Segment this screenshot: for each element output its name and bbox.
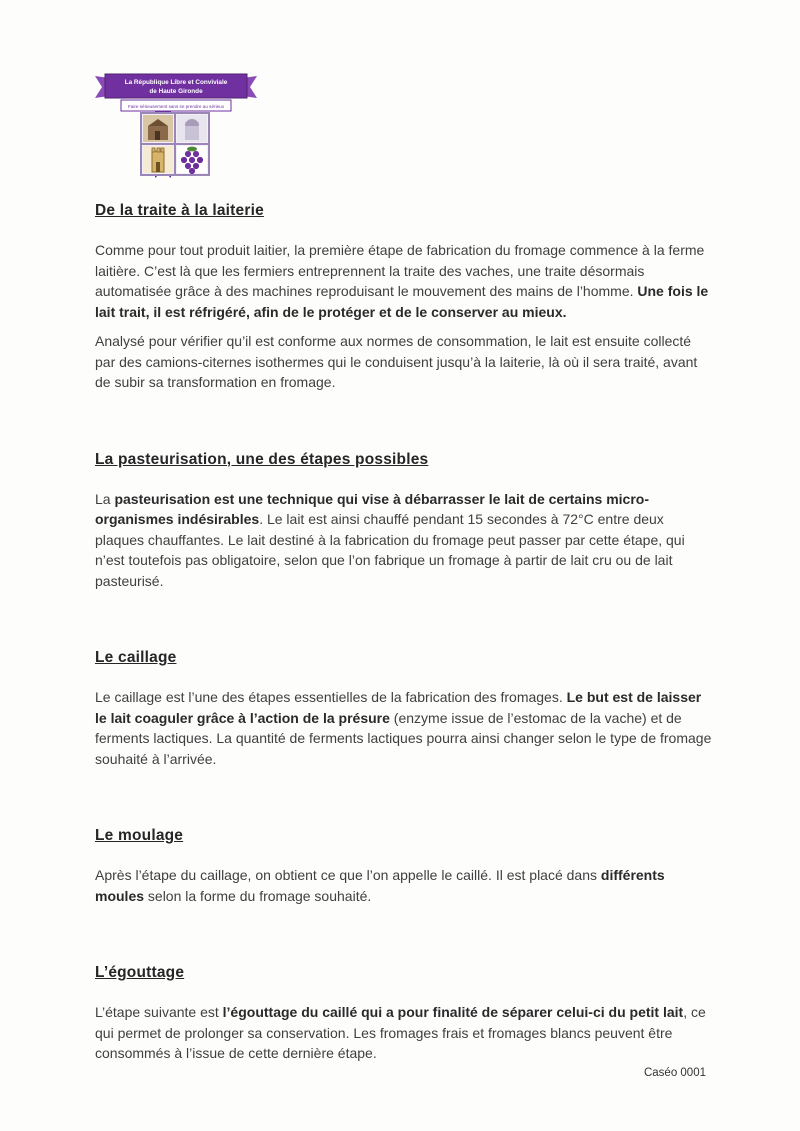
motto-text: Faire sérieusement sans se prendre au sérieux <box>127 104 225 109</box>
text-run-bold: différents moules <box>95 867 665 904</box>
text-run: L’étape suivante est <box>95 1004 223 1020</box>
text-run-bold: Le but est de laisser le lait coaguler grâce à l’action de la présure <box>95 689 702 726</box>
section-caillage <box>95 649 712 769</box>
banner-text-line1: La République Libre et Conviviale <box>124 79 228 86</box>
text-run: selon la forme du fromage souhaité. <box>144 887 372 904</box>
gate-icon <box>177 115 207 142</box>
banner-ribbon <box>95 74 257 98</box>
text-run: (enzyme issue de l’estomac de la vache) et de ferments lactiques. La quantité de ferments lactiques pourra ainsi changer selon le type de fromage souhaité à l’arrivée. <box>95 709 712 767</box>
text-run: La <box>95 490 115 507</box>
crest-shield-icon <box>141 113 209 175</box>
text-run: . Le lait est ainsi chauffé pendant 15 secondes à 72°C entre deux plaques chauffantes. Le lait destiné à la fabrication du fromage peut passer par cette étape, qui n’est toutefois pas obligatoire, selon que l’on fabrique un fromage à partir de lait cru ou de lait pasteurisé. <box>95 511 685 589</box>
section-traite <box>95 202 712 393</box>
section-pasteurisation <box>95 451 712 592</box>
section-heading: De la traite à la laiterie <box>95 202 264 219</box>
paragraph <box>95 1002 712 1064</box>
tower-icon <box>143 146 173 173</box>
section-heading: Le caillage <box>95 649 177 666</box>
motto-scroll <box>121 100 231 111</box>
section-egouttage <box>95 964 712 1064</box>
paragraph <box>95 687 712 769</box>
text-run-bold: pasteurisation est une technique qui vise à débarrasser le lait de certains micro-organismes indésirables <box>95 490 649 527</box>
logo <box>95 72 257 182</box>
paragraph <box>95 865 712 906</box>
text-run: Le caillage est l’une des étapes essentielles de la fabrication des fromages. <box>95 689 567 705</box>
paragraph <box>95 489 712 592</box>
republic-logo <box>95 72 257 182</box>
section-heading: Le moulage <box>95 827 184 844</box>
text-run: Analysé pour vérifier qu’il est conforme aux normes de consommation, le lait est ensuite collecté par des camions-citernes isothermes qui le conduisent jusqu’à la laiterie, là où il sera traité, avant de subir sa transformation en fromage. <box>95 333 698 390</box>
grapes-icon <box>177 146 207 174</box>
text-run: , ce qui permet de prolonger sa conservation. Les fromages frais et fromages blancs peuvent être consommés à l’issue de cette dernière étape. <box>95 1004 706 1061</box>
text-run-bold: l’égouttage du caillé qui a pour finalité de séparer celui-ci du petit lait <box>222 1004 684 1020</box>
section-moulage <box>95 827 712 906</box>
section-heading: La pasteurisation, une des étapes possibles <box>95 450 429 468</box>
footer-code: Caséo 0001 <box>643 1067 706 1079</box>
section-heading: L’égouttage <box>95 964 185 981</box>
paragraph <box>95 331 712 393</box>
banner-text-line2: de Haute Gironde <box>149 88 203 95</box>
text-run: Comme pour tout produit laitier, la première étape de fabrication du fromage commence à la ferme laitière. C’est là que les fermiers entreprennent la traite des vaches, une traite désormais automatisée grâce à des machines reproduisant le mouvement des mains de l’homme. <box>95 242 705 299</box>
paragraph <box>95 240 712 322</box>
text-run-bold: Une fois le lait trait, il est réfrigéré, afin de le protéger et de le conserver au mieux. <box>95 283 709 320</box>
chateau-icon <box>143 115 173 142</box>
text-run: Après l’étape du caillage, on obtient ce que l’on appelle le caillé. Il est placé dans <box>95 867 601 883</box>
